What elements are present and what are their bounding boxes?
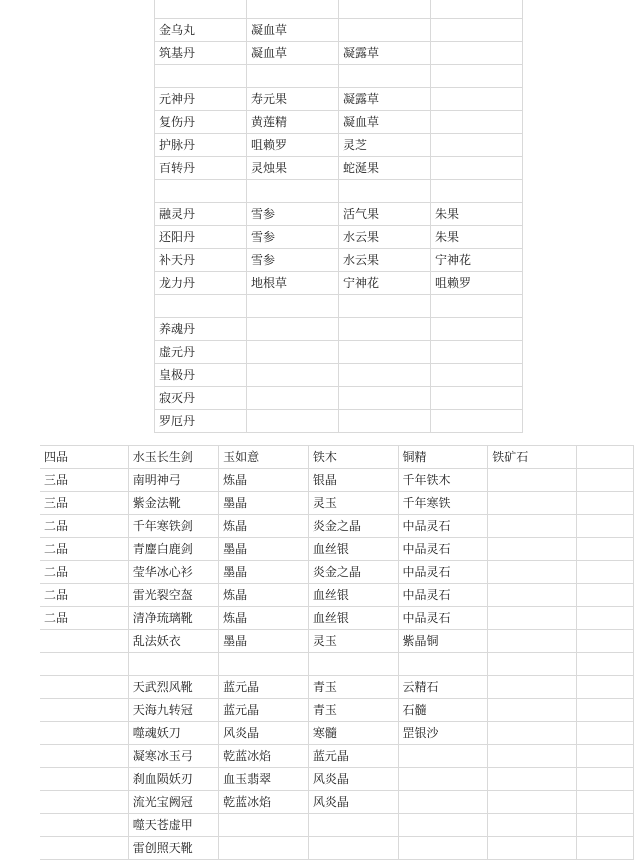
cell[interactable] bbox=[431, 134, 523, 157]
cell[interactable]: 雷创照天靴 bbox=[128, 837, 218, 860]
equipment-material-rows bbox=[40, 446, 634, 860]
cell[interactable]: 风炎晶 bbox=[308, 768, 398, 791]
table-row bbox=[40, 676, 634, 699]
cell[interactable]: 血丝银 bbox=[308, 584, 398, 607]
table-row bbox=[40, 791, 634, 814]
cell[interactable] bbox=[577, 699, 634, 722]
table-row bbox=[155, 65, 523, 88]
cell[interactable] bbox=[488, 814, 577, 837]
table-row bbox=[40, 492, 634, 515]
cell[interactable] bbox=[488, 584, 577, 607]
table-row bbox=[40, 446, 634, 469]
table-row bbox=[155, 341, 523, 364]
cell[interactable]: 中品灵石 bbox=[398, 515, 488, 538]
cell[interactable] bbox=[488, 676, 577, 699]
cell[interactable] bbox=[431, 341, 523, 364]
cell[interactable]: 活气果 bbox=[339, 203, 431, 226]
cell[interactable]: 莹华冰心衫 bbox=[128, 561, 218, 584]
cell[interactable] bbox=[339, 387, 431, 410]
cell[interactable]: 三品 bbox=[40, 492, 128, 515]
table-row bbox=[155, 364, 523, 387]
cell[interactable]: 乱法妖衣 bbox=[128, 630, 218, 653]
cell[interactable]: 雪参 bbox=[247, 249, 339, 272]
cell[interactable]: 云精石 bbox=[398, 676, 488, 699]
cell[interactable] bbox=[577, 630, 634, 653]
cell[interactable] bbox=[308, 837, 398, 860]
cell[interactable]: 灵芝 bbox=[339, 134, 431, 157]
table-row bbox=[40, 722, 634, 745]
cell[interactable]: 凝寒冰玉弓 bbox=[128, 745, 218, 768]
cell[interactable] bbox=[431, 318, 523, 341]
cell[interactable] bbox=[339, 19, 431, 42]
cell[interactable]: 雷光裂空盔 bbox=[128, 584, 218, 607]
cell[interactable]: 炎金之晶 bbox=[308, 515, 398, 538]
cell[interactable]: 流光宝阙冠 bbox=[128, 791, 218, 814]
cell[interactable] bbox=[40, 814, 128, 837]
cell[interactable] bbox=[398, 653, 488, 676]
cell[interactable]: 宁神花 bbox=[339, 272, 431, 295]
cell[interactable]: 中品灵石 bbox=[398, 584, 488, 607]
table-row bbox=[40, 653, 634, 676]
table-row bbox=[155, 88, 523, 111]
cell[interactable]: 墨晶 bbox=[219, 492, 309, 515]
cell[interactable]: 炼晶 bbox=[219, 584, 309, 607]
cell[interactable]: 刹血陨妖刃 bbox=[128, 768, 218, 791]
cell[interactable] bbox=[577, 653, 634, 676]
cell[interactable]: 灵玉 bbox=[308, 630, 398, 653]
cell[interactable]: 虚元丹 bbox=[155, 341, 247, 364]
table-row bbox=[155, 318, 523, 341]
cell[interactable] bbox=[488, 469, 577, 492]
cell[interactable] bbox=[219, 653, 309, 676]
cell[interactable] bbox=[155, 295, 247, 318]
cell[interactable]: 乾蓝冰焰 bbox=[219, 745, 309, 768]
cell[interactable]: 灵烛果 bbox=[247, 157, 339, 180]
cell[interactable]: 二品 bbox=[40, 515, 128, 538]
cell[interactable] bbox=[488, 492, 577, 515]
cell[interactable] bbox=[577, 469, 634, 492]
cell[interactable] bbox=[40, 768, 128, 791]
table-row bbox=[155, 387, 523, 410]
cell[interactable] bbox=[40, 791, 128, 814]
cell[interactable]: 金乌丸 bbox=[155, 19, 247, 42]
cell[interactable] bbox=[488, 768, 577, 791]
cell[interactable] bbox=[398, 814, 488, 837]
table-row bbox=[40, 607, 634, 630]
cell[interactable]: 清净琉璃靴 bbox=[128, 607, 218, 630]
table-row bbox=[40, 584, 634, 607]
cell[interactable]: 凝血草 bbox=[247, 42, 339, 65]
cell[interactable] bbox=[398, 791, 488, 814]
cell[interactable]: 凝露草 bbox=[339, 42, 431, 65]
cell[interactable]: 风炎晶 bbox=[308, 791, 398, 814]
cell[interactable]: 噬天苍虚甲 bbox=[128, 814, 218, 837]
table-row bbox=[155, 180, 523, 203]
cell[interactable]: 炼晶 bbox=[219, 515, 309, 538]
cell[interactable] bbox=[339, 295, 431, 318]
cell[interactable] bbox=[247, 341, 339, 364]
cell[interactable]: 补天丹 bbox=[155, 249, 247, 272]
cell[interactable]: 千年铁木 bbox=[398, 469, 488, 492]
cell[interactable] bbox=[155, 180, 247, 203]
table-row bbox=[155, 295, 523, 318]
cell[interactable]: 融灵丹 bbox=[155, 203, 247, 226]
table-row bbox=[155, 19, 523, 42]
cell[interactable]: 黄莲精 bbox=[247, 111, 339, 134]
cell[interactable]: 凝露草 bbox=[339, 88, 431, 111]
cell[interactable]: 蛇涎果 bbox=[339, 157, 431, 180]
cell[interactable] bbox=[40, 722, 128, 745]
cell[interactable] bbox=[577, 814, 634, 837]
cell[interactable]: 三品 bbox=[40, 469, 128, 492]
cell[interactable] bbox=[431, 180, 523, 203]
cell[interactable] bbox=[577, 515, 634, 538]
cell[interactable]: 二品 bbox=[40, 538, 128, 561]
cell[interactable]: 紫晶铜 bbox=[398, 630, 488, 653]
cell[interactable] bbox=[40, 699, 128, 722]
cell[interactable]: 凝血草 bbox=[339, 111, 431, 134]
cell[interactable] bbox=[339, 65, 431, 88]
cell[interactable] bbox=[488, 722, 577, 745]
cell[interactable]: 朱果 bbox=[431, 226, 523, 249]
cell[interactable]: 复伤丹 bbox=[155, 111, 247, 134]
cell[interactable] bbox=[431, 111, 523, 134]
cell[interactable]: 南明神弓 bbox=[128, 469, 218, 492]
table-row bbox=[155, 134, 523, 157]
cell[interactable] bbox=[431, 19, 523, 42]
cell[interactable] bbox=[488, 699, 577, 722]
cell[interactable] bbox=[577, 446, 634, 469]
cell[interactable]: 寒髓 bbox=[308, 722, 398, 745]
cell[interactable] bbox=[488, 630, 577, 653]
table-row bbox=[40, 538, 634, 561]
cell[interactable]: 水云果 bbox=[339, 226, 431, 249]
table-row bbox=[40, 768, 634, 791]
cell[interactable]: 宁神花 bbox=[431, 249, 523, 272]
cell[interactable] bbox=[247, 0, 339, 19]
cell[interactable]: 紫金法靴 bbox=[128, 492, 218, 515]
table-row bbox=[40, 837, 634, 860]
cell[interactable]: 青玉 bbox=[308, 676, 398, 699]
cell[interactable] bbox=[247, 318, 339, 341]
cell[interactable]: 中品灵石 bbox=[398, 538, 488, 561]
table-row bbox=[40, 699, 634, 722]
cell[interactable] bbox=[488, 607, 577, 630]
cell[interactable] bbox=[40, 630, 128, 653]
cell[interactable]: 噬魂妖刀 bbox=[128, 722, 218, 745]
cell[interactable] bbox=[488, 791, 577, 814]
cell[interactable]: 天武烈风靴 bbox=[128, 676, 218, 699]
table-row bbox=[155, 111, 523, 134]
table-row bbox=[155, 42, 523, 65]
table-row bbox=[155, 226, 523, 249]
cell[interactable]: 灵玉 bbox=[308, 492, 398, 515]
cell[interactable] bbox=[488, 515, 577, 538]
cell[interactable]: 二品 bbox=[40, 561, 128, 584]
cell[interactable]: 罗厄丹 bbox=[155, 410, 247, 433]
cell[interactable]: 青麈白鹿剑 bbox=[128, 538, 218, 561]
table-row bbox=[40, 630, 634, 653]
cell[interactable] bbox=[431, 65, 523, 88]
cell[interactable]: 铜精 bbox=[398, 446, 488, 469]
cell[interactable] bbox=[247, 65, 339, 88]
cell[interactable] bbox=[431, 410, 523, 433]
cell[interactable]: 咀赖罗 bbox=[431, 272, 523, 295]
cell[interactable]: 铁木 bbox=[308, 446, 398, 469]
cell[interactable]: 寂灭丹 bbox=[155, 387, 247, 410]
cell[interactable] bbox=[219, 837, 309, 860]
cell[interactable] bbox=[488, 653, 577, 676]
cell[interactable]: 朱果 bbox=[431, 203, 523, 226]
cell[interactable] bbox=[339, 318, 431, 341]
cell[interactable] bbox=[247, 295, 339, 318]
cell[interactable] bbox=[339, 180, 431, 203]
cell[interactable]: 蓝元晶 bbox=[219, 676, 309, 699]
cell[interactable] bbox=[488, 837, 577, 860]
cell[interactable]: 风炎晶 bbox=[219, 722, 309, 745]
cell[interactable]: 雪参 bbox=[247, 203, 339, 226]
table-row bbox=[40, 814, 634, 837]
cell[interactable]: 银晶 bbox=[308, 469, 398, 492]
cell[interactable]: 乾蓝冰焰 bbox=[219, 791, 309, 814]
table-row bbox=[155, 272, 523, 295]
cell[interactable] bbox=[577, 722, 634, 745]
cell[interactable]: 寿元果 bbox=[247, 88, 339, 111]
cell[interactable] bbox=[577, 584, 634, 607]
cell[interactable] bbox=[247, 387, 339, 410]
cell[interactable] bbox=[247, 180, 339, 203]
cell[interactable] bbox=[308, 814, 398, 837]
cell[interactable] bbox=[431, 88, 523, 111]
cell[interactable] bbox=[431, 364, 523, 387]
cell[interactable]: 罡银沙 bbox=[398, 722, 488, 745]
cell[interactable] bbox=[577, 837, 634, 860]
cell[interactable]: 地根草 bbox=[247, 272, 339, 295]
cell[interactable] bbox=[40, 837, 128, 860]
cell[interactable]: 铁矿石 bbox=[488, 446, 577, 469]
cell[interactable] bbox=[155, 0, 247, 19]
cell[interactable] bbox=[40, 653, 128, 676]
cell[interactable] bbox=[431, 387, 523, 410]
cell[interactable] bbox=[431, 42, 523, 65]
cell[interactable] bbox=[431, 295, 523, 318]
cell[interactable] bbox=[577, 745, 634, 768]
cell[interactable] bbox=[431, 0, 523, 19]
table-row bbox=[155, 410, 523, 433]
cell[interactable]: 玉如意 bbox=[219, 446, 309, 469]
cell[interactable]: 蓝元晶 bbox=[219, 699, 309, 722]
cell[interactable] bbox=[398, 837, 488, 860]
cell[interactable]: 墨晶 bbox=[219, 630, 309, 653]
cell[interactable] bbox=[339, 410, 431, 433]
cell[interactable] bbox=[128, 653, 218, 676]
cell[interactable]: 墨晶 bbox=[219, 561, 309, 584]
cell[interactable] bbox=[577, 607, 634, 630]
pill-recipe-rows bbox=[155, 0, 523, 433]
cell[interactable] bbox=[398, 745, 488, 768]
cell[interactable] bbox=[488, 561, 577, 584]
cell[interactable]: 筑基丹 bbox=[155, 42, 247, 65]
table-row bbox=[155, 203, 523, 226]
cell[interactable]: 咀赖罗 bbox=[247, 134, 339, 157]
cell[interactable]: 血丝银 bbox=[308, 607, 398, 630]
cell[interactable]: 中品灵石 bbox=[398, 607, 488, 630]
cell[interactable]: 蓝元晶 bbox=[308, 745, 398, 768]
cell[interactable]: 龙力丹 bbox=[155, 272, 247, 295]
cell[interactable]: 百转丹 bbox=[155, 157, 247, 180]
cell[interactable]: 炼晶 bbox=[219, 607, 309, 630]
cell[interactable] bbox=[577, 538, 634, 561]
cell[interactable] bbox=[398, 768, 488, 791]
table-row bbox=[40, 469, 634, 492]
cell[interactable]: 护脉丹 bbox=[155, 134, 247, 157]
cell[interactable] bbox=[219, 814, 309, 837]
cell[interactable] bbox=[431, 157, 523, 180]
cell[interactable]: 中品灵石 bbox=[398, 561, 488, 584]
cell[interactable] bbox=[577, 676, 634, 699]
cell[interactable] bbox=[339, 341, 431, 364]
cell[interactable] bbox=[247, 364, 339, 387]
cell[interactable]: 四品 bbox=[40, 446, 128, 469]
cell[interactable]: 千年寒铁剑 bbox=[128, 515, 218, 538]
cell[interactable] bbox=[155, 65, 247, 88]
table-row bbox=[155, 0, 523, 19]
cell[interactable]: 血丝银 bbox=[308, 538, 398, 561]
cell[interactable] bbox=[247, 410, 339, 433]
cell[interactable] bbox=[339, 0, 431, 19]
cell[interactable]: 元神丹 bbox=[155, 88, 247, 111]
table-row bbox=[40, 515, 634, 538]
cell[interactable]: 天海九转冠 bbox=[128, 699, 218, 722]
cell[interactable] bbox=[488, 745, 577, 768]
cell[interactable]: 皇极丹 bbox=[155, 364, 247, 387]
cell[interactable] bbox=[577, 492, 634, 515]
cell[interactable] bbox=[308, 653, 398, 676]
cell[interactable]: 石髓 bbox=[398, 699, 488, 722]
cell[interactable]: 养魂丹 bbox=[155, 318, 247, 341]
cell[interactable]: 二品 bbox=[40, 607, 128, 630]
pill-recipe-sheet bbox=[154, 0, 523, 433]
table-row bbox=[40, 745, 634, 768]
cell[interactable] bbox=[577, 791, 634, 814]
cell[interactable]: 青玉 bbox=[308, 699, 398, 722]
cell[interactable] bbox=[577, 768, 634, 791]
cell[interactable]: 炼晶 bbox=[219, 469, 309, 492]
equipment-material-sheet bbox=[40, 445, 634, 860]
cell[interactable]: 墨晶 bbox=[219, 538, 309, 561]
cell[interactable]: 炎金之晶 bbox=[308, 561, 398, 584]
cell[interactable] bbox=[488, 538, 577, 561]
table-row bbox=[155, 249, 523, 272]
table-row bbox=[155, 157, 523, 180]
cell[interactable]: 雪参 bbox=[247, 226, 339, 249]
cell[interactable]: 水云果 bbox=[339, 249, 431, 272]
cell[interactable]: 血玉翡翠 bbox=[219, 768, 309, 791]
cell[interactable]: 还阳丹 bbox=[155, 226, 247, 249]
cell[interactable] bbox=[40, 745, 128, 768]
cell[interactable] bbox=[577, 561, 634, 584]
cell[interactable] bbox=[339, 364, 431, 387]
cell[interactable] bbox=[40, 676, 128, 699]
cell[interactable]: 千年寒铁 bbox=[398, 492, 488, 515]
cell[interactable]: 二品 bbox=[40, 584, 128, 607]
cell[interactable]: 凝血草 bbox=[247, 19, 339, 42]
cell[interactable]: 水玉长生剑 bbox=[128, 446, 218, 469]
table-row bbox=[40, 561, 634, 584]
